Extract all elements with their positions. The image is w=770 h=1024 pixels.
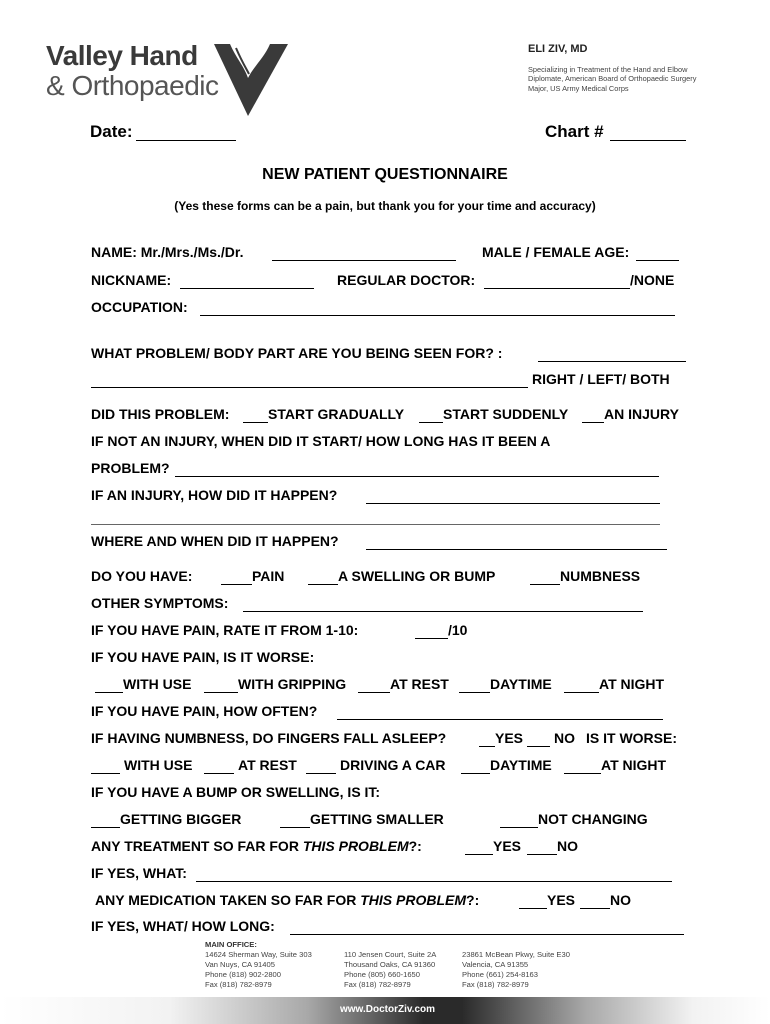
office-address: 14624 Sherman Way, Suite 303 Van Nuys, CA 91405 Phone (818) 902-2800 Fax (818) 782-8979 xyxy=(205,950,312,989)
sex-age-label: MALE / FEMALE AGE: xyxy=(482,244,630,260)
bump-not-changing-option: NOT CHANGING xyxy=(538,811,648,827)
numb-at-rest-checkbox[interactable] xyxy=(204,773,234,774)
date-label: Date: xyxy=(90,122,133,141)
numbness-question: IF HAVING NUMBNESS, DO FINGERS FALL ASLEEP? xyxy=(91,730,447,746)
injury-how-field[interactable] xyxy=(366,503,660,504)
treatment-question-text: ANY TREATMENT SO FAR FOR xyxy=(91,838,303,854)
numb-with-use-option: WITH USE xyxy=(124,757,193,773)
not-injury-field[interactable] xyxy=(175,476,659,477)
where-when-label: WHERE AND WHEN DID IT HAPPEN? xyxy=(91,533,339,549)
where-when-field[interactable] xyxy=(366,549,667,550)
medication-what-label: IF YES, WHAT/ HOW LONG: xyxy=(91,918,275,934)
medication-yes-checkbox[interactable] xyxy=(519,908,547,909)
problem-field[interactable] xyxy=(538,361,686,362)
bump-smaller-option: GETTING SMALLER xyxy=(310,811,444,827)
treatment-no-option: NO xyxy=(557,838,578,854)
doctor-name: ELI ZIV, MD xyxy=(528,43,588,55)
medication-question-end: ?: xyxy=(466,892,480,908)
bump-bigger-option: GETTING BIGGER xyxy=(120,811,242,827)
medication-yes-option: YES xyxy=(547,892,576,908)
pain-with-use-option: WITH USE xyxy=(123,676,192,692)
treatment-question-end: ?: xyxy=(408,838,422,854)
page-subtitle: (Yes these forms can be a pain, but thank you for your time and accuracy) xyxy=(174,199,596,213)
pain-frequency-label: IF YOU HAVE PAIN, HOW OFTEN? xyxy=(91,703,318,719)
chart-number-label: Chart # xyxy=(545,122,604,141)
pain-rating-scale: /10 xyxy=(448,622,468,638)
problem-field-continued[interactable] xyxy=(91,387,528,388)
office-address: 23861 McBean Pkwy, Suite E30 Valencia, CA 91355 Phone (661) 254-8163 Fax (818) 782-8979 xyxy=(462,950,570,989)
numbness-worse-label: IS IT WORSE: xyxy=(586,730,677,746)
treatment-question xyxy=(91,838,422,854)
pain-at-rest-option: AT REST xyxy=(390,676,449,692)
numb-with-use-checkbox[interactable] xyxy=(91,773,120,774)
office-address: 110 Jensen Court, Suite 2A Thousand Oaks, CA 91360 Phone (805) 660-1650 Fax (818) 782-8979 xyxy=(344,950,437,989)
side-options: RIGHT / LEFT/ BOTH xyxy=(532,371,670,387)
pain-with-use-checkbox[interactable] xyxy=(95,692,123,693)
onset-label: DID THIS PROBLEM: xyxy=(91,406,230,422)
occupation-label: OCCUPATION: xyxy=(91,299,188,315)
medication-no-checkbox[interactable] xyxy=(580,908,610,909)
nickname-label: NICKNAME: xyxy=(91,272,172,288)
medication-what-field[interactable] xyxy=(290,934,684,935)
name-label: NAME: Mr./Mrs./Ms./Dr. xyxy=(91,244,244,260)
numb-at-night-option: AT NIGHT xyxy=(601,757,667,773)
website-link[interactable]: www.DoctorZiv.com xyxy=(340,1004,436,1015)
medication-question xyxy=(95,892,479,908)
page-title: NEW PATIENT QUESTIONNAIRE xyxy=(262,166,508,183)
swelling-option: A SWELLING OR BUMP xyxy=(338,568,496,584)
logo-text-line2: & Orthopaedic xyxy=(46,70,219,101)
treatment-yes-checkbox[interactable] xyxy=(465,854,493,855)
other-symptoms-field[interactable] xyxy=(243,611,643,612)
problem-label: WHAT PROBLEM/ BODY PART ARE YOU BEING SEEN FOR? : xyxy=(91,345,503,361)
bump-not-changing-checkbox[interactable] xyxy=(500,827,538,828)
numbness-no-checkbox[interactable] xyxy=(527,746,550,747)
numb-driving-option: DRIVING A CAR xyxy=(340,757,446,773)
logo-text-line1: Valley Hand xyxy=(46,40,198,71)
numbness-yes-option: YES xyxy=(495,730,524,746)
numbness-option: NUMBNESS xyxy=(560,568,641,584)
pain-daytime-checkbox[interactable] xyxy=(459,692,490,693)
nickname-field[interactable] xyxy=(180,288,314,289)
medication-no-option: NO xyxy=(610,892,631,908)
hand-logo-icon xyxy=(214,44,288,116)
regular-doctor-label: REGULAR DOCTOR: xyxy=(337,272,476,288)
pain-at-night-option: AT NIGHT xyxy=(599,676,665,692)
injury-checkbox[interactable] xyxy=(582,422,604,423)
numbness-checkbox[interactable] xyxy=(530,584,560,585)
not-injury-question-cont: PROBLEM? xyxy=(91,460,170,476)
numbness-yes-checkbox[interactable] xyxy=(479,746,495,747)
regular-doctor-field[interactable] xyxy=(484,288,630,289)
other-symptoms-label: OTHER SYMPTOMS: xyxy=(91,595,229,611)
pain-gripping-option: WITH GRIPPING xyxy=(238,676,347,692)
treatment-what-label: IF YES, WHAT: xyxy=(91,865,187,881)
pain-rating-label: IF YOU HAVE PAIN, RATE IT FROM 1-10: xyxy=(91,622,359,638)
numb-daytime-option: DAYTIME xyxy=(490,757,552,773)
injury-how-field-continued[interactable] xyxy=(91,524,660,525)
treatment-what-field[interactable] xyxy=(196,881,672,882)
numb-at-rest-option: AT REST xyxy=(238,757,297,773)
pain-at-rest-checkbox[interactable] xyxy=(358,692,390,693)
treatment-yes-option: YES xyxy=(493,838,522,854)
chart-number-field[interactable] xyxy=(610,140,686,141)
swelling-checkbox[interactable] xyxy=(308,584,338,585)
bump-question: IF YOU HAVE A BUMP OR SWELLING, IS IT: xyxy=(91,784,381,800)
age-field[interactable] xyxy=(636,260,679,261)
credential-line: Specializing in Treatment of the Hand and Elbow xyxy=(528,65,688,74)
pain-worse-label: IF YOU HAVE PAIN, IS IT WORSE: xyxy=(91,649,315,665)
bump-bigger-checkbox[interactable] xyxy=(91,827,120,828)
pain-checkbox[interactable] xyxy=(221,584,252,585)
main-office-label: MAIN OFFICE: xyxy=(205,940,257,949)
pain-frequency-field[interactable] xyxy=(337,719,663,720)
numb-at-night-checkbox[interactable] xyxy=(564,773,601,774)
start-gradually-checkbox[interactable] xyxy=(243,422,268,423)
none-option: /NONE xyxy=(630,272,675,288)
symptoms-label: DO YOU HAVE: xyxy=(91,568,193,584)
numb-daytime-checkbox[interactable] xyxy=(461,773,490,774)
pain-at-night-checkbox[interactable] xyxy=(564,692,599,693)
occupation-field[interactable] xyxy=(200,315,675,316)
pain-daytime-option: DAYTIME xyxy=(490,676,552,692)
treatment-emphasis: THIS PROBLEM xyxy=(302,838,409,854)
injury-option: AN INJURY xyxy=(604,406,679,422)
start-suddenly-option: START SUDDENLY xyxy=(443,406,569,422)
numb-driving-checkbox[interactable] xyxy=(306,773,336,774)
medication-emphasis: THIS PROBLEM xyxy=(360,892,467,908)
injury-how-label: IF AN INJURY, HOW DID IT HAPPEN? xyxy=(91,487,338,503)
bump-smaller-checkbox[interactable] xyxy=(280,827,310,828)
pain-rating-field[interactable] xyxy=(415,638,448,639)
treatment-no-checkbox[interactable] xyxy=(527,854,557,855)
start-suddenly-checkbox[interactable] xyxy=(419,422,443,423)
start-gradually-option: START GRADUALLY xyxy=(268,406,405,422)
not-injury-question: IF NOT AN INJURY, WHEN DID IT START/ HOW LONG HAS IT BEEN A xyxy=(91,433,551,449)
numbness-no-option: NO xyxy=(554,730,575,746)
name-field[interactable] xyxy=(272,260,456,261)
credential-line: Diplomate, American Board of Orthopaedic Surgery xyxy=(528,74,697,83)
medication-question-text: ANY MEDICATION TAKEN SO FAR FOR xyxy=(95,892,361,908)
pain-gripping-checkbox[interactable] xyxy=(204,692,238,693)
pain-option: PAIN xyxy=(252,568,285,584)
credential-line: Major, US Army Medical Corps xyxy=(528,84,629,93)
date-field[interactable] xyxy=(136,140,236,141)
